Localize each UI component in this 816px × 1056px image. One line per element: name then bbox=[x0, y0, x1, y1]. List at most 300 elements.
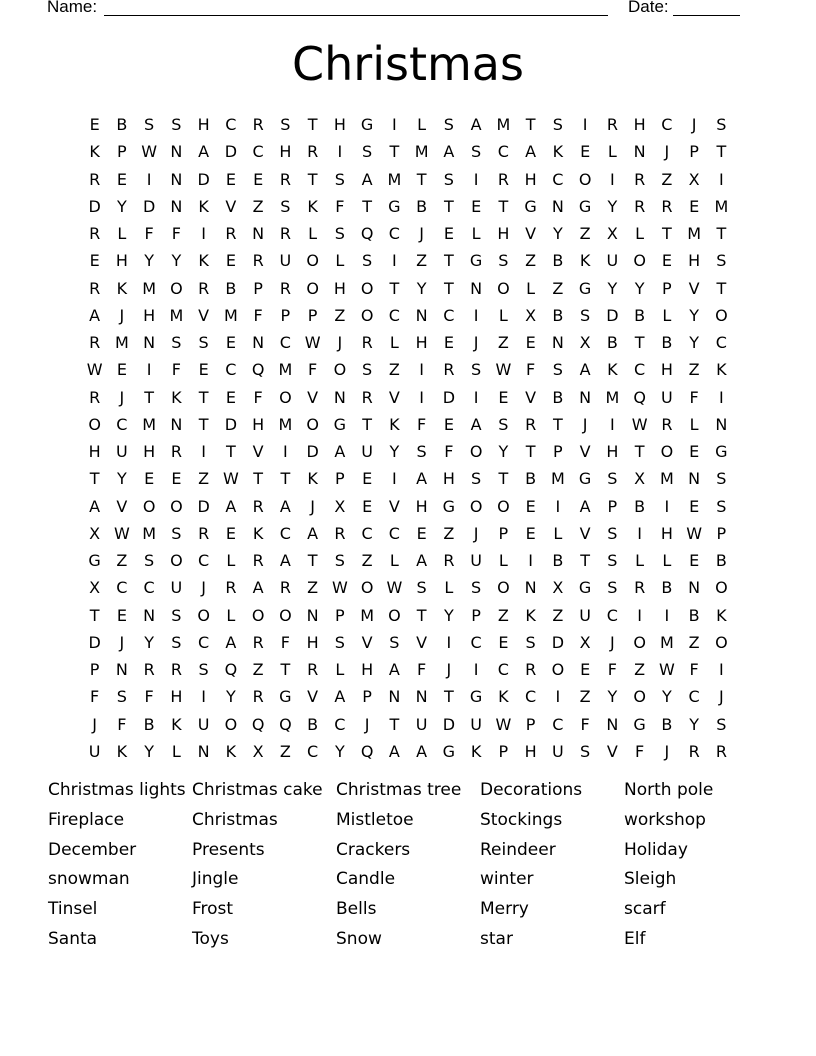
grid-letter[interactable]: F bbox=[144, 224, 154, 244]
grid-letter[interactable]: O bbox=[306, 278, 319, 298]
grid-letter[interactable]: Z bbox=[116, 551, 128, 571]
grid-letter[interactable]: S bbox=[716, 469, 727, 489]
grid-letter[interactable]: I bbox=[473, 660, 479, 680]
grid-letter[interactable]: W bbox=[331, 578, 348, 598]
grid-letter[interactable]: D bbox=[197, 169, 210, 189]
grid-letter[interactable]: E bbox=[116, 360, 127, 380]
grid-letter[interactable]: F bbox=[335, 196, 345, 216]
grid-letter[interactable]: J bbox=[310, 496, 315, 516]
grid-letter[interactable]: O bbox=[333, 360, 347, 380]
grid-letter[interactable]: G bbox=[469, 251, 483, 271]
grid-letter[interactable]: J bbox=[664, 741, 670, 761]
grid-letter[interactable]: S bbox=[716, 714, 727, 734]
grid-letter[interactable]: P bbox=[117, 142, 127, 162]
grid-letter[interactable]: R bbox=[361, 387, 373, 407]
grid-letter[interactable]: H bbox=[333, 115, 346, 135]
grid-letter[interactable]: V bbox=[525, 224, 537, 244]
grid-letter[interactable]: E bbox=[498, 387, 509, 407]
grid-letter[interactable]: R bbox=[525, 414, 537, 434]
grid-letter[interactable]: I bbox=[419, 360, 424, 380]
grid-letter[interactable]: Y bbox=[443, 605, 454, 625]
grid-letter[interactable]: E bbox=[689, 496, 700, 516]
grid-letter[interactable]: N bbox=[333, 387, 346, 407]
grid-letter[interactable]: T bbox=[525, 442, 536, 462]
grid-letter[interactable]: R bbox=[715, 741, 727, 761]
grid-letter[interactable]: K bbox=[389, 414, 400, 434]
grid-letter[interactable]: S bbox=[607, 469, 618, 489]
grid-letter[interactable]: P bbox=[716, 523, 727, 543]
grid-letter[interactable]: M bbox=[687, 224, 702, 244]
grid-letter[interactable]: X bbox=[252, 741, 264, 761]
grid-letter[interactable]: E bbox=[689, 442, 700, 462]
grid-letter[interactable]: I bbox=[201, 442, 206, 462]
grid-letter[interactable]: I bbox=[283, 442, 288, 462]
grid-letter[interactable]: L bbox=[635, 224, 645, 244]
grid-letter[interactable]: K bbox=[252, 523, 264, 543]
grid-letter[interactable]: S bbox=[171, 523, 182, 543]
grid-letter[interactable]: L bbox=[498, 551, 508, 571]
grid-letter[interactable]: O bbox=[279, 605, 292, 625]
grid-letter[interactable]: E bbox=[362, 496, 373, 516]
grid-letter[interactable]: H bbox=[279, 142, 292, 162]
grid-letter[interactable]: J bbox=[691, 115, 697, 135]
grid-letter[interactable]: X bbox=[89, 523, 101, 543]
grid-letter[interactable]: Y bbox=[661, 687, 672, 707]
grid-letter[interactable]: U bbox=[579, 605, 591, 625]
grid-letter[interactable]: Y bbox=[225, 687, 236, 707]
grid-letter[interactable]: R bbox=[170, 442, 182, 462]
grid-letter[interactable]: F bbox=[444, 442, 454, 462]
grid-letter[interactable]: E bbox=[225, 387, 236, 407]
grid-letter[interactable]: E bbox=[253, 169, 264, 189]
grid-letter[interactable]: U bbox=[116, 442, 128, 462]
grid-letter[interactable]: S bbox=[471, 469, 482, 489]
grid-letter[interactable]: R bbox=[279, 169, 291, 189]
grid-letter[interactable]: F bbox=[580, 714, 590, 734]
grid-letter[interactable]: G bbox=[524, 196, 537, 216]
grid-letter[interactable]: S bbox=[416, 578, 427, 598]
grid-letter[interactable]: V bbox=[225, 196, 237, 216]
grid-letter[interactable]: Y bbox=[498, 442, 509, 462]
grid-letter[interactable]: Z bbox=[552, 278, 564, 298]
grid-letter[interactable]: R bbox=[361, 333, 373, 353]
grid-letter[interactable]: N bbox=[170, 196, 183, 216]
grid-letter[interactable]: O bbox=[551, 660, 565, 680]
grid-letter[interactable]: O bbox=[170, 551, 183, 571]
grid-letter[interactable]: D bbox=[142, 196, 156, 216]
grid-letter[interactable]: U bbox=[361, 442, 373, 462]
grid-letter[interactable]: K bbox=[307, 469, 318, 489]
grid-letter[interactable]: T bbox=[634, 442, 645, 462]
grid-letter[interactable]: G bbox=[578, 196, 592, 216]
grid-letter[interactable]: C bbox=[116, 578, 128, 598]
grid-letter[interactable]: T bbox=[225, 442, 236, 462]
grid-letter[interactable]: I bbox=[555, 687, 561, 707]
grid-letter[interactable]: L bbox=[389, 333, 399, 353]
grid-letter[interactable]: W bbox=[495, 360, 512, 380]
grid-letter[interactable]: N bbox=[252, 224, 265, 244]
grid-letter[interactable]: F bbox=[607, 660, 617, 680]
grid-letter[interactable]: X bbox=[634, 469, 646, 489]
grid-letter[interactable]: I bbox=[664, 605, 670, 625]
grid-letter[interactable]: O bbox=[360, 305, 374, 325]
grid-letter[interactable]: V bbox=[579, 442, 591, 462]
grid-letter[interactable]: P bbox=[362, 687, 372, 707]
grid-letter[interactable]: B bbox=[525, 469, 537, 489]
grid-letter[interactable]: F bbox=[253, 387, 263, 407]
grid-letter[interactable]: P bbox=[307, 305, 318, 325]
grid-letter[interactable]: I bbox=[637, 605, 642, 625]
grid-letter[interactable]: R bbox=[252, 632, 264, 652]
grid-letter[interactable]: T bbox=[362, 196, 373, 216]
grid-letter[interactable]: C bbox=[388, 305, 400, 325]
grid-letter[interactable]: K bbox=[579, 251, 591, 271]
grid-letter[interactable]: E bbox=[443, 414, 454, 434]
grid-letter[interactable]: I bbox=[719, 387, 724, 407]
grid-letter[interactable]: E bbox=[580, 660, 591, 680]
grid-letter[interactable]: T bbox=[716, 142, 727, 162]
grid-letter[interactable]: Q bbox=[251, 714, 265, 734]
grid-letter[interactable]: S bbox=[607, 551, 618, 571]
grid-letter[interactable]: W bbox=[386, 578, 403, 598]
grid-letter[interactable]: U bbox=[279, 251, 292, 271]
grid-letter[interactable]: K bbox=[607, 360, 618, 380]
grid-letter[interactable]: W bbox=[686, 523, 703, 543]
grid-letter[interactable]: N bbox=[579, 387, 592, 407]
grid-letter[interactable]: M bbox=[360, 605, 375, 625]
grid-letter[interactable]: Q bbox=[224, 660, 238, 680]
grid-letter[interactable]: Y bbox=[171, 251, 182, 271]
grid-letter[interactable]: I bbox=[473, 305, 479, 325]
grid-letter[interactable]: A bbox=[89, 305, 101, 325]
grid-letter[interactable]: T bbox=[89, 605, 100, 625]
grid-letter[interactable]: J bbox=[446, 660, 452, 680]
grid-letter[interactable]: R bbox=[307, 142, 319, 162]
grid-letter[interactable]: T bbox=[389, 278, 400, 298]
grid-letter[interactable]: R bbox=[279, 278, 291, 298]
grid-letter[interactable]: S bbox=[171, 333, 182, 353]
grid-letter[interactable]: B bbox=[688, 605, 700, 625]
grid-letter[interactable]: S bbox=[471, 360, 482, 380]
grid-letter[interactable]: W bbox=[304, 333, 321, 353]
grid-letter[interactable]: H bbox=[606, 442, 619, 462]
grid-letter[interactable]: I bbox=[528, 551, 533, 571]
grid-letter[interactable]: Z bbox=[361, 551, 373, 571]
grid-letter[interactable]: V bbox=[307, 687, 319, 707]
grid-letter[interactable]: G bbox=[469, 687, 483, 707]
grid-letter[interactable]: U bbox=[470, 714, 482, 734]
grid-letter[interactable]: T bbox=[443, 687, 454, 707]
grid-letter[interactable]: T bbox=[661, 224, 672, 244]
grid-letter[interactable]: G bbox=[388, 196, 401, 216]
grid-letter[interactable]: E bbox=[443, 224, 454, 244]
grid-letter[interactable]: A bbox=[470, 115, 482, 135]
grid-letter[interactable]: Z bbox=[661, 169, 673, 189]
grid-letter[interactable]: Z bbox=[525, 251, 537, 271]
grid-letter[interactable]: I bbox=[610, 414, 615, 434]
grid-letter[interactable]: E bbox=[416, 523, 427, 543]
grid-letter[interactable]: T bbox=[443, 251, 454, 271]
grid-letter[interactable]: J bbox=[719, 687, 724, 707]
grid-letter[interactable]: S bbox=[498, 251, 509, 271]
grid-letter[interactable]: S bbox=[198, 333, 209, 353]
grid-letter[interactable]: O bbox=[497, 496, 510, 516]
grid-letter[interactable]: X bbox=[334, 496, 346, 516]
grid-letter[interactable]: N bbox=[170, 414, 183, 434]
grid-letter[interactable]: F bbox=[689, 660, 699, 680]
grid-letter[interactable]: B bbox=[307, 714, 319, 734]
grid-letter[interactable]: B bbox=[661, 333, 673, 353]
grid-letter[interactable]: F bbox=[171, 360, 181, 380]
grid-letter[interactable]: J bbox=[610, 632, 615, 652]
grid-letter[interactable]: H bbox=[143, 442, 156, 462]
grid-letter[interactable]: C bbox=[552, 714, 564, 734]
grid-letter[interactable]: B bbox=[225, 278, 237, 298]
grid-letter[interactable]: F bbox=[417, 660, 427, 680]
grid-letter[interactable]: Y bbox=[144, 741, 155, 761]
grid-letter[interactable]: J bbox=[201, 578, 206, 598]
grid-letter[interactable]: H bbox=[361, 660, 374, 680]
grid-letter[interactable]: C bbox=[279, 333, 291, 353]
grid-letter[interactable]: O bbox=[88, 414, 101, 434]
grid-letter[interactable]: C bbox=[198, 551, 210, 571]
grid-letter[interactable]: O bbox=[497, 578, 510, 598]
grid-letter[interactable]: R bbox=[279, 578, 291, 598]
grid-letter[interactable]: Y bbox=[144, 251, 155, 271]
grid-letter[interactable]: T bbox=[634, 333, 645, 353]
grid-letter[interactable]: D bbox=[224, 414, 238, 434]
grid-letter[interactable]: N bbox=[470, 278, 483, 298]
grid-letter[interactable]: O bbox=[142, 496, 156, 516]
grid-letter[interactable]: O bbox=[279, 387, 292, 407]
grid-letter[interactable]: S bbox=[552, 360, 563, 380]
grid-letter[interactable]: S bbox=[144, 551, 155, 571]
grid-letter[interactable]: T bbox=[389, 142, 400, 162]
grid-letter[interactable]: B bbox=[143, 714, 155, 734]
grid-letter[interactable]: B bbox=[416, 196, 428, 216]
grid-letter[interactable]: Y bbox=[116, 469, 127, 489]
grid-letter[interactable]: G bbox=[442, 741, 456, 761]
grid-letter[interactable]: W bbox=[222, 469, 239, 489]
grid-letter[interactable]: R bbox=[634, 578, 646, 598]
grid-letter[interactable]: C bbox=[497, 142, 509, 162]
grid-letter[interactable]: R bbox=[634, 196, 646, 216]
grid-letter[interactable]: V bbox=[116, 496, 128, 516]
grid-letter[interactable]: L bbox=[444, 578, 454, 598]
grid-letter[interactable]: O bbox=[170, 278, 183, 298]
grid-letter[interactable]: Q bbox=[360, 224, 374, 244]
grid-letter[interactable]: E bbox=[225, 523, 236, 543]
grid-letter[interactable]: J bbox=[119, 632, 125, 652]
grid-letter[interactable]: H bbox=[143, 305, 156, 325]
grid-letter[interactable]: N bbox=[415, 687, 428, 707]
grid-letter[interactable]: N bbox=[606, 714, 619, 734]
grid-letter[interactable]: K bbox=[89, 142, 100, 162]
grid-letter[interactable]: W bbox=[113, 523, 130, 543]
grid-letter[interactable]: K bbox=[225, 741, 237, 761]
grid-letter[interactable]: S bbox=[471, 142, 482, 162]
grid-letter[interactable]: N bbox=[633, 142, 646, 162]
grid-letter[interactable]: H bbox=[660, 523, 673, 543]
grid-letter[interactable]: D bbox=[88, 632, 101, 652]
grid-letter[interactable]: R bbox=[334, 523, 346, 543]
grid-letter[interactable]: V bbox=[525, 387, 537, 407]
grid-letter[interactable]: I bbox=[637, 523, 642, 543]
grid-letter[interactable]: U bbox=[197, 714, 210, 734]
grid-letter[interactable]: I bbox=[582, 115, 588, 135]
grid-letter[interactable]: E bbox=[89, 115, 100, 135]
grid-letter[interactable]: M bbox=[278, 360, 293, 380]
grid-letter[interactable]: S bbox=[334, 224, 345, 244]
grid-letter[interactable]: E bbox=[116, 169, 127, 189]
grid-letter[interactable]: Z bbox=[497, 333, 509, 353]
grid-letter[interactable]: P bbox=[335, 605, 345, 625]
grid-letter[interactable]: N bbox=[688, 578, 701, 598]
grid-letter[interactable]: K bbox=[198, 251, 209, 271]
grid-letter[interactable]: R bbox=[89, 224, 101, 244]
grid-letter[interactable]: A bbox=[307, 523, 319, 543]
grid-letter[interactable]: C bbox=[334, 714, 346, 734]
grid-letter[interactable]: S bbox=[716, 115, 727, 135]
grid-letter[interactable]: R bbox=[198, 523, 210, 543]
grid-letter[interactable]: F bbox=[417, 414, 427, 434]
grid-letter[interactable]: S bbox=[416, 442, 427, 462]
grid-letter[interactable]: S bbox=[171, 605, 182, 625]
grid-letter[interactable]: Z bbox=[579, 224, 591, 244]
grid-letter[interactable]: S bbox=[525, 632, 536, 652]
grid-letter[interactable]: O bbox=[306, 251, 319, 271]
grid-letter[interactable]: B bbox=[634, 305, 646, 325]
grid-letter[interactable]: M bbox=[659, 469, 674, 489]
grid-letter[interactable]: Y bbox=[144, 632, 155, 652]
grid-letter[interactable]: Q bbox=[360, 741, 374, 761]
grid-letter[interactable]: O bbox=[197, 605, 210, 625]
grid-letter[interactable]: R bbox=[170, 660, 182, 680]
grid-letter[interactable]: Y bbox=[689, 714, 700, 734]
grid-letter[interactable]: B bbox=[552, 251, 564, 271]
grid-letter[interactable]: K bbox=[552, 142, 564, 162]
grid-letter[interactable]: I bbox=[201, 224, 206, 244]
grid-letter[interactable]: A bbox=[89, 496, 101, 516]
grid-letter[interactable]: P bbox=[553, 442, 563, 462]
grid-letter[interactable]: B bbox=[715, 551, 727, 571]
grid-letter[interactable]: Z bbox=[443, 523, 455, 543]
grid-letter[interactable]: C bbox=[443, 305, 455, 325]
grid-letter[interactable]: S bbox=[334, 169, 345, 189]
grid-letter[interactable]: V bbox=[252, 442, 264, 462]
grid-letter[interactable]: D bbox=[551, 632, 565, 652]
grid-letter[interactable]: L bbox=[117, 224, 127, 244]
grid-letter[interactable]: H bbox=[633, 115, 646, 135]
grid-letter[interactable]: T bbox=[716, 278, 727, 298]
grid-letter[interactable]: V bbox=[198, 305, 210, 325]
grid-letter[interactable]: V bbox=[579, 523, 591, 543]
grid-letter[interactable]: H bbox=[660, 360, 673, 380]
grid-letter[interactable]: F bbox=[280, 632, 290, 652]
grid-letter[interactable]: N bbox=[415, 305, 428, 325]
grid-letter[interactable]: H bbox=[88, 442, 101, 462]
grid-letter[interactable]: T bbox=[280, 660, 291, 680]
grid-letter[interactable]: H bbox=[442, 469, 455, 489]
grid-letter[interactable]: T bbox=[144, 387, 155, 407]
grid-letter[interactable]: O bbox=[660, 442, 674, 462]
grid-letter[interactable]: H bbox=[524, 169, 537, 189]
grid-letter[interactable]: Y bbox=[607, 278, 618, 298]
grid-letter[interactable]: N bbox=[143, 333, 156, 353]
grid-letter[interactable]: U bbox=[606, 251, 619, 271]
grid-letter[interactable]: G bbox=[360, 115, 374, 135]
grid-letter[interactable]: N bbox=[306, 605, 319, 625]
grid-letter[interactable]: R bbox=[225, 224, 237, 244]
grid-letter[interactable]: T bbox=[525, 115, 536, 135]
grid-letter[interactable]: O bbox=[251, 605, 265, 625]
grid-letter[interactable]: Y bbox=[416, 278, 427, 298]
grid-letter[interactable]: T bbox=[580, 551, 591, 571]
grid-letter[interactable]: S bbox=[716, 496, 727, 516]
grid-letter[interactable]: W bbox=[631, 414, 648, 434]
grid-letter[interactable]: V bbox=[361, 632, 373, 652]
grid-letter[interactable]: U bbox=[661, 387, 673, 407]
grid-letter[interactable]: Q bbox=[251, 360, 265, 380]
grid-letter[interactable]: Z bbox=[307, 578, 319, 598]
grid-letter[interactable]: C bbox=[225, 360, 237, 380]
grid-letter[interactable]: M bbox=[605, 387, 620, 407]
grid-letter[interactable]: M bbox=[169, 305, 184, 325]
grid-letter[interactable]: R bbox=[252, 496, 264, 516]
grid-letter[interactable]: H bbox=[497, 224, 510, 244]
grid-letter[interactable]: N bbox=[551, 333, 564, 353]
grid-letter[interactable]: C bbox=[470, 632, 482, 652]
grid-letter[interactable]: J bbox=[364, 714, 370, 734]
grid-letter[interactable]: X bbox=[606, 224, 618, 244]
grid-letter[interactable]: K bbox=[198, 196, 209, 216]
grid-letter[interactable]: Z bbox=[198, 469, 210, 489]
grid-letter[interactable]: A bbox=[225, 632, 237, 652]
grid-letter[interactable]: B bbox=[661, 578, 673, 598]
grid-letter[interactable]: P bbox=[498, 523, 509, 543]
grid-letter[interactable]: Z bbox=[579, 687, 591, 707]
grid-letter[interactable]: A bbox=[579, 496, 591, 516]
grid-letter[interactable]: C bbox=[525, 687, 537, 707]
grid-letter[interactable]: L bbox=[498, 305, 508, 325]
grid-letter[interactable]: P bbox=[471, 605, 481, 625]
grid-letter[interactable]: V bbox=[416, 632, 428, 652]
grid-letter[interactable]: L bbox=[226, 605, 236, 625]
grid-letter[interactable]: N bbox=[388, 687, 401, 707]
grid-letter[interactable]: A bbox=[225, 496, 237, 516]
grid-letter[interactable]: J bbox=[473, 333, 479, 353]
grid-letter[interactable]: N bbox=[115, 660, 128, 680]
grid-letter[interactable]: A bbox=[388, 741, 400, 761]
grid-letter[interactable]: E bbox=[689, 551, 700, 571]
grid-letter[interactable]: H bbox=[252, 414, 265, 434]
grid-letter[interactable]: D bbox=[88, 196, 101, 216]
grid-letter[interactable]: T bbox=[280, 469, 291, 489]
grid-letter[interactable]: R bbox=[252, 551, 264, 571]
grid-letter[interactable]: H bbox=[333, 278, 346, 298]
grid-letter[interactable]: O bbox=[170, 496, 183, 516]
grid-letter[interactable]: M bbox=[550, 469, 565, 489]
grid-letter[interactable]: I bbox=[392, 251, 397, 271]
grid-letter[interactable]: I bbox=[446, 632, 452, 652]
grid-letter[interactable]: O bbox=[360, 278, 374, 298]
grid-letter[interactable]: F bbox=[253, 305, 263, 325]
grid-letter[interactable]: E bbox=[171, 469, 182, 489]
grid-letter[interactable]: C bbox=[606, 605, 618, 625]
grid-letter[interactable]: R bbox=[252, 251, 264, 271]
grid-letter[interactable]: V bbox=[688, 278, 700, 298]
grid-letter[interactable]: P bbox=[89, 660, 100, 680]
